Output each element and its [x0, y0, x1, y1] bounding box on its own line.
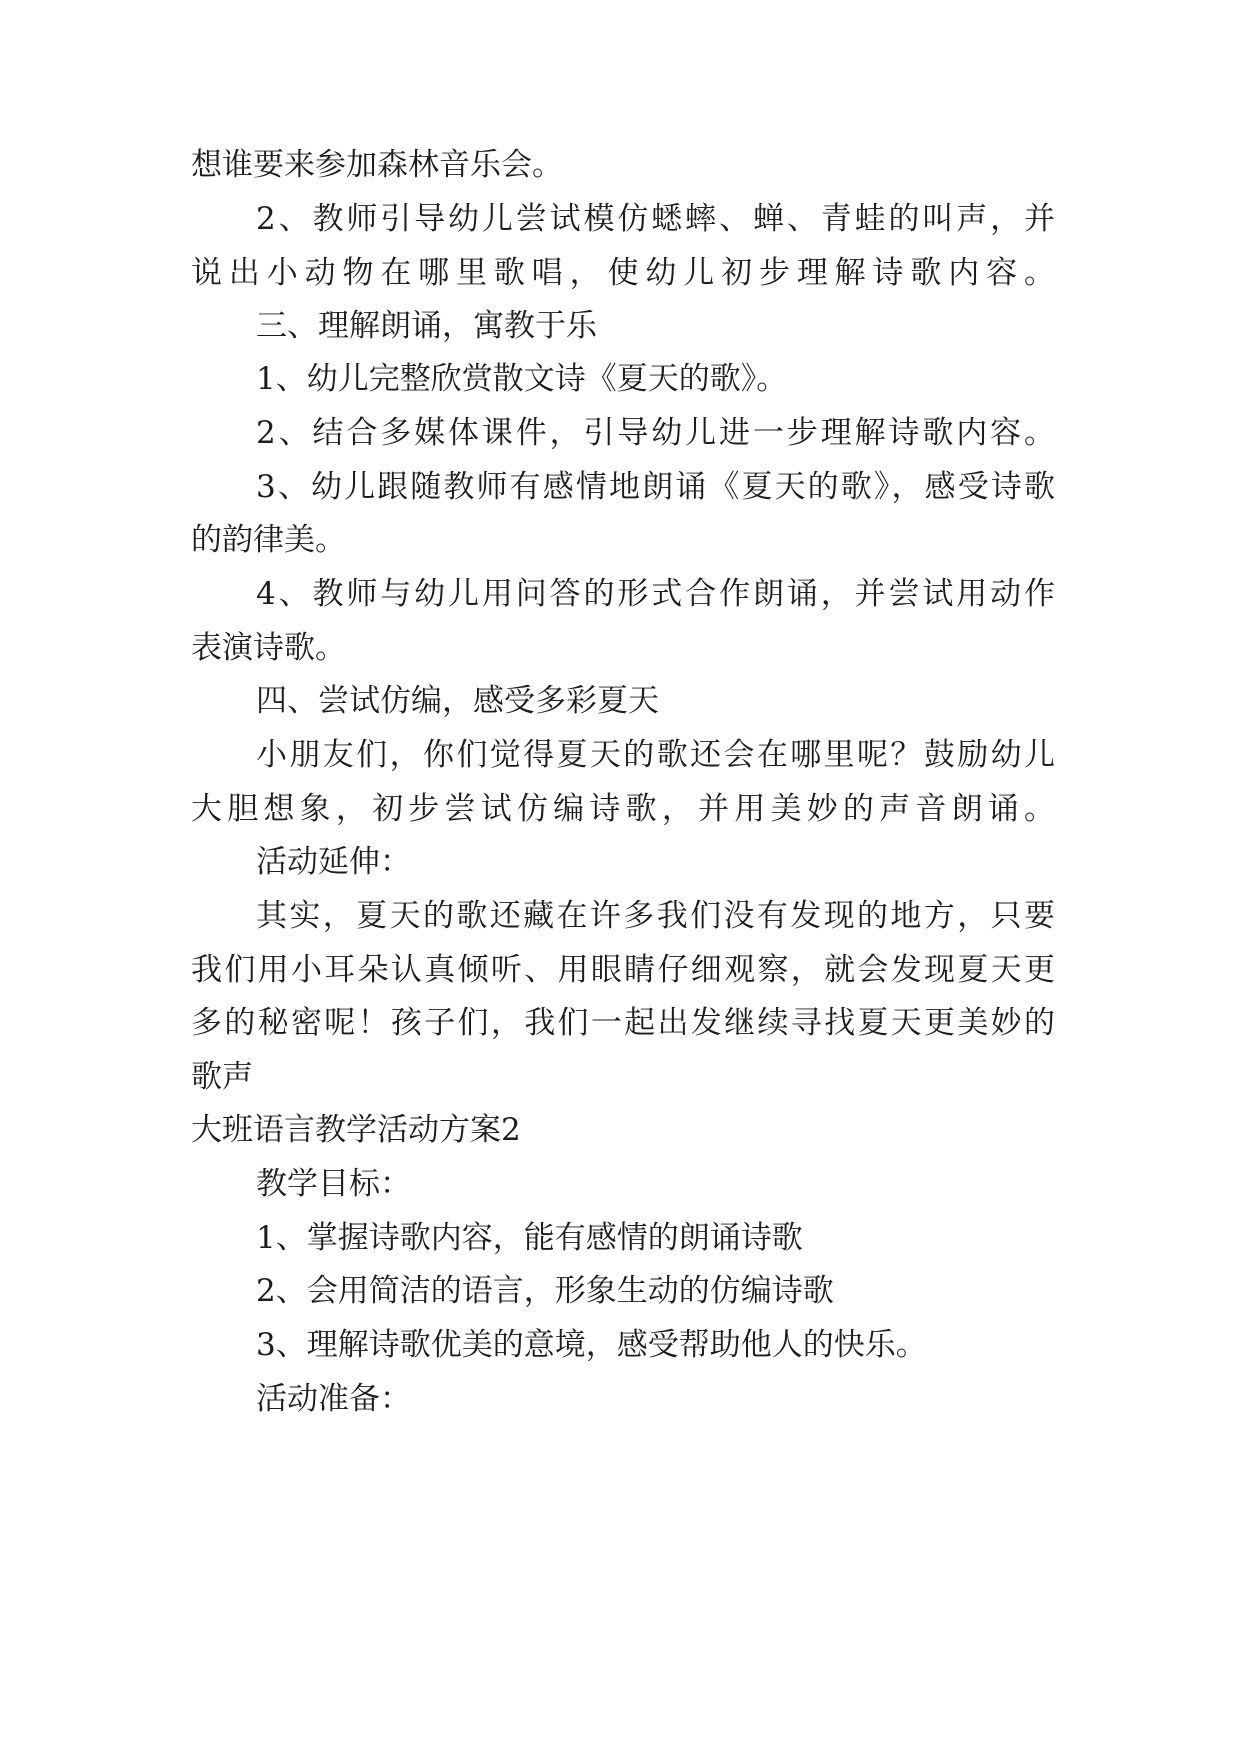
text-line: 1、掌握诗歌内容，能有感情的朗诵诗歌 — [256, 1220, 803, 1256]
section-heading: 三、理解朗诵，寓教于乐 — [256, 308, 597, 344]
section-heading: 活动延伸： — [256, 844, 411, 880]
text-line: 2、结合多媒体课件，引导幼儿进一步理解诗歌内容。 — [256, 415, 1055, 451]
text-line: 4、教师与幼儿用问答的形式合作朗诵，并尝试用动作 — [256, 576, 1055, 612]
text-line: 其实，夏天的歌还藏在许多我们没有发现的地方，只要 — [256, 898, 1055, 934]
text-line: 的韵律美。 — [191, 522, 346, 558]
text-line: 大胆想象，初步尝试仿编诗歌，并用美妙的声音朗诵。 — [191, 791, 1055, 827]
document-title: 大班语言教学活动方案2 — [191, 1112, 521, 1148]
text-line: 想谁要来参加森林音乐会。 — [191, 147, 563, 183]
section-heading: 活动准备： — [256, 1381, 411, 1417]
text-line: 2、教师引导幼儿尝试模仿蟋蟀、蝉、青蛙的叫声，并 — [256, 201, 1055, 237]
section-heading: 教学目标： — [256, 1166, 411, 1202]
text-line: 多的秘密呢！孩子们，我们一起出发继续寻找夏天更美妙的 — [191, 1005, 1055, 1041]
text-line: 歌声 — [191, 1059, 253, 1095]
section-heading: 四、尝试仿编，感受多彩夏天 — [256, 683, 659, 719]
text-line: 小朋友们，你们觉得夏天的歌还会在哪里呢？鼓励幼儿 — [256, 737, 1055, 773]
text-line: 我们用小耳朵认真倾听、用眼睛仔细观察，就会发现夏天更 — [191, 952, 1055, 988]
text-line: 2、会用简洁的语言，形象生动的仿编诗歌 — [256, 1273, 834, 1309]
text-line: 1、幼儿完整欣赏散文诗《夏天的歌》。 — [256, 361, 788, 397]
text-line: 3、幼儿跟随教师有感情地朗诵《夏天的歌》，感受诗歌 — [256, 469, 1055, 505]
text-line: 说出小动物在哪里歌唱，使幼儿初步理解诗歌内容。 — [191, 255, 1055, 291]
text-line: 表演诗歌。 — [191, 630, 346, 666]
text-line: 3、理解诗歌优美的意境，感受帮助他人的快乐。 — [256, 1327, 927, 1363]
